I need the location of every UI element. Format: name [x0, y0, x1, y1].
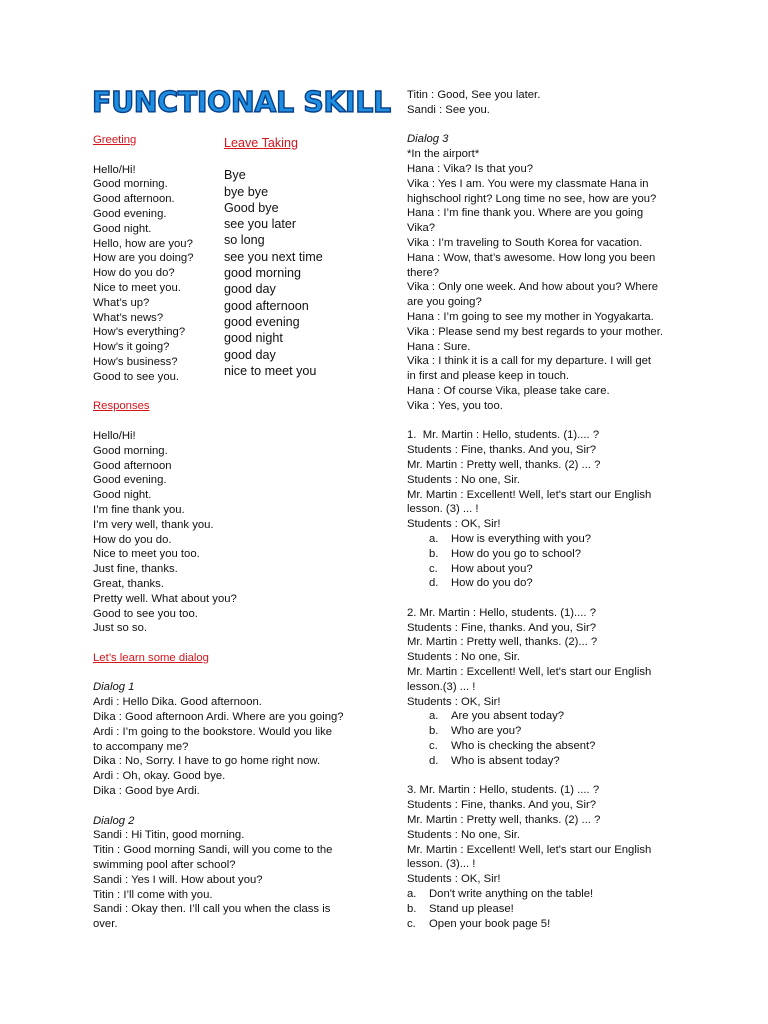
- responses-heading: Responses: [93, 400, 150, 413]
- question-1-options: [407, 532, 707, 591]
- option-letter: b.: [429, 725, 439, 738]
- greeting-item: Good morning.: [93, 178, 168, 191]
- option-text: How do you do?: [451, 577, 533, 590]
- dialog-line: Vika : Yes I am. You were my classmate Hana in: [407, 177, 649, 190]
- greeting-item: How’s it going?: [93, 341, 170, 354]
- option-text: Who are you?: [451, 725, 522, 738]
- response-item: Good night.: [93, 489, 152, 502]
- dialog-line: Hana : Sure.: [407, 340, 471, 353]
- greeting-item: Good evening.: [93, 207, 167, 220]
- question-line: Students : No one, Sir.: [407, 651, 521, 664]
- dialog-line: Sandi : See you.: [407, 103, 490, 116]
- dialog-line: Dika : Good bye Ardi.: [93, 785, 200, 798]
- question-line: lesson.(3) ... !: [407, 680, 476, 693]
- dialog-line: to accompany me?: [93, 740, 189, 753]
- dialog-line: Ardi : Oh, okay. Good bye.: [93, 770, 226, 783]
- leave-taking-item: Bye: [224, 168, 246, 183]
- question-line: Students : OK, Sir!: [407, 873, 501, 886]
- dialog-line: Hana : I’m going to see my mother in Yogyakarta.: [407, 310, 654, 323]
- response-item: Hello/Hi!: [93, 429, 136, 442]
- greeting-item: How’s business?: [93, 355, 178, 368]
- question-line: Mr. Martin : Pretty well, thanks. (2) ... ?: [407, 814, 601, 827]
- dialog2: [93, 828, 383, 932]
- option-letter: a.: [429, 532, 439, 545]
- greeting-item: Hello/Hi!: [93, 163, 136, 176]
- leave-taking-item: see you next time: [224, 249, 323, 264]
- leave-taking-item: nice to meet you: [224, 363, 317, 378]
- dialog-line: Ardi : I’m going to the bookstore. Would you like: [93, 725, 333, 738]
- dialog-line: Vika : Please send my best regards to your mother.: [407, 325, 663, 338]
- dialog-line: Vika : Only one week. And how about you? Where: [407, 281, 658, 294]
- question-line: 3. Mr. Martin : Hello, students. (1) .... ?: [407, 784, 600, 797]
- leave-taking-item: good morning: [224, 266, 302, 281]
- dialog-line: Sandi : Yes I will. How about you?: [93, 873, 263, 886]
- question-line: lesson. (3) ... !: [407, 503, 479, 516]
- answer-option[interactable]: [429, 739, 707, 754]
- option-letter: c.: [429, 562, 438, 575]
- dialog1: [93, 695, 383, 799]
- answer-option[interactable]: [429, 724, 707, 739]
- question-2: [407, 606, 707, 769]
- question-line: Mr. Martin : Excellent! Well, let's start our English: [407, 488, 652, 501]
- dialog-line: Hana : Vika? Is that you?: [407, 162, 534, 175]
- leave-taking-item: good day: [224, 282, 276, 297]
- option-letter: d.: [429, 754, 439, 767]
- dialog-line: Hana : I’m fine thank you. Where are you going: [407, 207, 644, 220]
- response-item: Just fine, thanks.: [93, 563, 178, 576]
- answer-option[interactable]: [429, 547, 707, 562]
- question-line: Students : Fine, thanks. And you, Sir?: [407, 444, 597, 457]
- dialog-line: highschool right? Long time no see, how are you?: [407, 192, 657, 205]
- dialog-line: Titin : I’ll come with you.: [93, 888, 213, 901]
- response-item: Good evening.: [93, 474, 167, 487]
- dialog-line: Vika : I think it is a call for my departure. I will get: [407, 355, 652, 368]
- question-number: 1.: [407, 429, 417, 442]
- question-line: Mr. Martin : Hello, students. (1).... ?: [422, 429, 600, 442]
- leave-taking-heading: Leave Taking: [224, 136, 298, 150]
- response-item: Just so so.: [93, 622, 147, 635]
- dialog-line: Titin : Good morning Sandi, will you come to the: [93, 844, 333, 857]
- leave-taking-item: good night: [224, 331, 283, 346]
- dialog-line: there?: [407, 266, 440, 279]
- question-line: Students : OK, Sir!: [407, 518, 501, 531]
- dialog3-setting: *In the airport*: [407, 148, 480, 161]
- dialog2-title: Dialog 2: [93, 814, 135, 827]
- leave-taking-item: Good bye: [224, 200, 279, 215]
- greeting-item: Good afternoon.: [93, 193, 175, 206]
- option-letter: c.: [407, 917, 416, 930]
- question-2-options: [407, 709, 707, 768]
- option-text: Who is absent today?: [451, 754, 560, 767]
- dialog-line: in first and please keep in touch.: [407, 370, 570, 383]
- dialog-line: Vika?: [407, 222, 436, 235]
- greeting-item: Hello, how are you?: [93, 237, 193, 250]
- answer-option[interactable]: [429, 562, 707, 577]
- page-title: FUNCTIONAL SKILL: [92, 86, 391, 119]
- dialog-line: Vika : Yes, you too.: [407, 399, 503, 412]
- dialog-line: over.: [93, 918, 118, 931]
- dialog-line: Ardi : Hello Dika. Good afternoon.: [93, 696, 262, 709]
- option-letter: a.: [407, 888, 417, 901]
- response-item: I’m fine thank you.: [93, 503, 185, 516]
- option-text: How is everything with you?: [451, 532, 592, 545]
- dialog-line: Dika : Good afternoon Ardi. Where are you going?: [93, 711, 344, 724]
- option-text: Don't write anything on the table!: [429, 888, 594, 901]
- question-line: Mr. Martin : Excellent! Well, let's start our English: [407, 666, 652, 679]
- response-item: Good to see you too.: [93, 607, 198, 620]
- leave-taking-item: bye bye: [224, 184, 269, 199]
- response-item: I’m very well, thank you.: [93, 518, 214, 531]
- greeting-item: Good night.: [93, 222, 152, 235]
- dialog-line: Dika : No, Sorry. I have to go home right now.: [93, 755, 321, 768]
- dialog-line: Hana : Of course Vika, please take care.: [407, 384, 610, 397]
- dialog-line: Sandi : Hi Titin, good morning.: [93, 829, 245, 842]
- leave-taking-item: good day: [224, 347, 276, 362]
- question-line: Mr. Martin : Pretty well, thanks. (2)... ?: [407, 636, 598, 649]
- question-line: Students : No one, Sir.: [407, 828, 521, 841]
- response-item: Nice to meet you too.: [93, 548, 200, 561]
- greeting-item: What’s up?: [93, 296, 150, 309]
- response-item: Good afternoon: [93, 459, 172, 472]
- dialog-line: Sandi : Okay then. I’ll call you when the class is: [93, 903, 331, 916]
- leave-taking-item: good afternoon: [224, 298, 309, 313]
- greeting-heading: Greeting: [93, 134, 137, 146]
- answer-option[interactable]: [407, 887, 707, 902]
- question-line: lesson. (3)... !: [407, 858, 476, 871]
- option-letter: d.: [429, 577, 439, 590]
- question-line: Mr. Martin : Excellent! Well, let's start our English: [407, 843, 652, 856]
- dialog-line: swimming pool after school?: [93, 859, 236, 872]
- response-item: Good morning.: [93, 444, 168, 457]
- response-item: How do you do.: [93, 533, 172, 546]
- responses-list: [93, 429, 383, 636]
- leave-taking-column: [224, 135, 323, 379]
- question-line: Students : Fine, thanks. And you, Sir?: [407, 621, 597, 634]
- right-column: [407, 88, 707, 931]
- question-line: Mr. Martin : Pretty well, thanks. (2) ... ?: [407, 458, 601, 471]
- answer-option[interactable]: [429, 576, 707, 591]
- leave-taking-item: good evening: [224, 314, 300, 329]
- option-text: Are you absent today?: [451, 710, 565, 723]
- question-1: [407, 428, 707, 591]
- question-3-options: [407, 887, 707, 931]
- option-text: Who is checking the absent?: [451, 740, 596, 753]
- answer-option[interactable]: [429, 709, 707, 724]
- greeting-item: How do you do?: [93, 267, 175, 280]
- leave-taking-item: so long: [224, 233, 265, 248]
- greeting-item: Good to see you.: [93, 370, 180, 383]
- question-line: 2. Mr. Martin : Hello, students. (1).... ?: [407, 606, 596, 619]
- option-text: Stand up please!: [429, 902, 514, 915]
- dialog1-title: Dialog 1: [93, 681, 135, 694]
- dialog-line: Hana : Wow, that’s awesome. How long you been: [407, 251, 656, 264]
- dialog-line: are you going?: [407, 296, 482, 309]
- option-letter: b.: [407, 902, 417, 915]
- response-item: Pretty well. What about you?: [93, 592, 237, 605]
- question-line: Students : Fine, thanks. And you, Sir?: [407, 799, 597, 812]
- leave-taking-item: see you later: [224, 217, 297, 232]
- dialog-section-heading: Let’s learn some dialog: [93, 651, 209, 664]
- option-text: How do you go to school?: [451, 547, 581, 560]
- greeting-item: How’s everything?: [93, 326, 186, 339]
- question-line: Students : OK, Sir!: [407, 695, 501, 708]
- option-letter: c.: [429, 740, 438, 753]
- dialog-line: Titin : Good, See you later.: [407, 89, 541, 101]
- question-3: [407, 783, 707, 931]
- answer-option[interactable]: [407, 902, 707, 917]
- response-item: Great, thanks.: [93, 577, 164, 590]
- greeting-item: Nice to meet you.: [93, 281, 181, 294]
- answer-option[interactable]: [429, 754, 707, 769]
- greeting-item: How are you doing?: [93, 252, 194, 265]
- dialog-line: Vika : I’m traveling to South Korea for vacation.: [407, 236, 643, 249]
- greeting-item: What’s news?: [93, 311, 164, 324]
- option-text: Open your book page 5!: [429, 917, 551, 930]
- option-letter: a.: [429, 710, 439, 723]
- dialog3: [407, 162, 707, 414]
- answer-option[interactable]: [429, 532, 707, 547]
- option-text: How about you?: [451, 562, 533, 575]
- dialog3-title: Dialog 3: [407, 133, 449, 146]
- answer-option[interactable]: [407, 917, 707, 932]
- question-line: Students : No one, Sir.: [407, 473, 521, 486]
- option-letter: b.: [429, 547, 439, 560]
